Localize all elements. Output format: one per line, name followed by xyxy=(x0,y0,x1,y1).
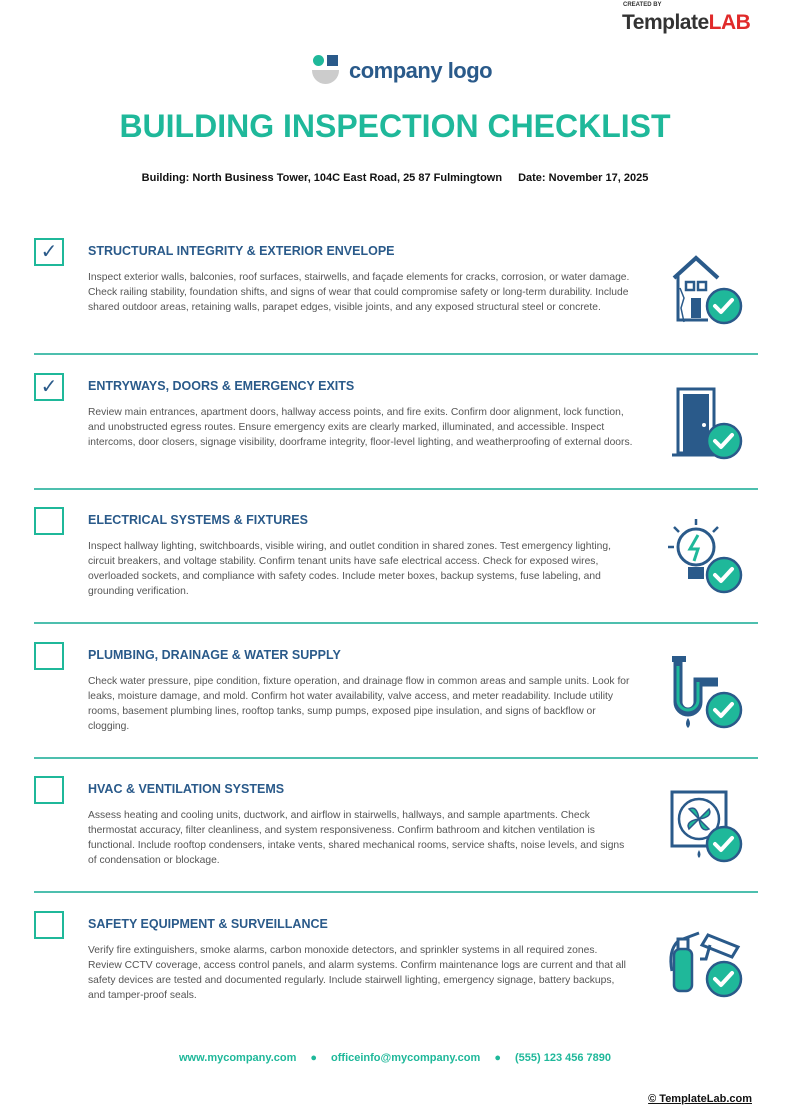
checklist-section xyxy=(34,373,758,488)
checklist-section xyxy=(34,776,758,891)
section-divider xyxy=(34,757,758,759)
meta-line xyxy=(0,172,790,184)
checkbox[interactable] xyxy=(34,642,64,670)
separator: ● xyxy=(310,1052,318,1064)
section-description: Inspect hallway lighting, switchboards, visible wiring, and outlet condition in shared zones. Test emergency lighting, circuit breakers, and voltage stability. Confirm tenant units have safe electrical access. Check for exposed wires, overloaded sockets, and compliance with safety codes. Include meter boxes, backup systems, fuse labeling, and grounding verification. xyxy=(88,541,611,597)
checklist-section xyxy=(34,642,758,757)
checkbox[interactable]: ✓ xyxy=(34,373,64,401)
checklist-section xyxy=(34,507,758,622)
section-title: PLUMBING, DRAINAGE & WATER SUPPLY xyxy=(88,648,341,662)
lightbulb-check-icon xyxy=(666,517,746,597)
checkbox[interactable] xyxy=(34,776,64,804)
checkbox[interactable] xyxy=(34,507,64,535)
checklist-section xyxy=(34,238,758,353)
logo-text: company logo xyxy=(349,58,493,83)
checklist-section xyxy=(34,911,758,1026)
fan-check-icon xyxy=(666,786,746,866)
section-description: Check water pressure, pipe condition, fixture operation, and drainage flow in common areas and sample units. Look for leaks, moisture damage, and mold. Confirm hot water availability, valve access, and meter readability. Include utility rooms, basement plumbing lines, rooftop tanks, sump pumps, exposed pipe insulation, and signs of backflow or clogging. xyxy=(88,676,630,732)
section-title: ENTRYWAYS, DOORS & EMERGENCY EXITS xyxy=(88,379,355,393)
section-title: STRUCTURAL INTEGRITY & EXTERIOR ENVELOPE xyxy=(88,244,395,258)
footer-website[interactable]: www.mycompany.com xyxy=(179,1052,297,1064)
door-check-icon xyxy=(666,383,746,463)
house-check-icon xyxy=(666,248,746,328)
section-title: ELECTRICAL SYSTEMS & FIXTURES xyxy=(88,513,308,527)
section-description: Assess heating and cooling units, ductwork, and airflow in stairwells, hallways, and sample apartments. Check thermostat accuracy, filter cleanliness, and system responsiveness. Confirm bathroom and kitchen ventilation is functional. Include rooftop condensers, intake vents, shared mechanical rooms, service shafts, noise levels, and signs of condensation or blockage. xyxy=(88,810,625,866)
section-divider xyxy=(34,488,758,490)
pipe-check-icon xyxy=(666,652,746,732)
date-info: Date: November 17, 2025 xyxy=(518,172,649,184)
footer-phone: (555) 123 456 7890 xyxy=(514,1052,611,1064)
section-divider xyxy=(34,353,758,355)
company-logo xyxy=(311,55,492,87)
templatelab-brand xyxy=(622,11,750,35)
brand-part1: Template xyxy=(622,11,709,34)
separator: ● xyxy=(494,1052,501,1064)
checkbox[interactable] xyxy=(34,911,64,939)
section-description: Review main entrances, apartment doors, hallway access points, and fire exits. Confirm door alignment, lock function, and unobstructed egress routes. Ensure emergency exits are clearly marked, illuminated, and accessible. Inspect intercoms, door closers, signage visibility, doorframe integrity, floor-level lighting, and weatherproofing of external doors. xyxy=(88,407,633,448)
logo-mark-icon xyxy=(311,55,341,87)
page-title: BUILDING INSPECTION CHECKLIST xyxy=(119,108,671,144)
section-divider xyxy=(34,891,758,893)
section-title: SAFETY EQUIPMENT & SURVEILLANCE xyxy=(88,917,328,931)
section-description: Inspect exterior walls, balconies, roof surfaces, stairwells, and façade elements for cracks, corrosion, or water damage. Check railing stability, foundation shifts, and signs of wear that could compromise safety or long-term durability. Include shared outdoor areas, retaining walls, parapet edges, visible joints, and any exposed structural steel or concrete. xyxy=(88,272,630,313)
building-info: Building: North Business Tower, 104C East Road, 25 87 Fulmingtown xyxy=(141,172,503,184)
footer-contacts xyxy=(0,1052,790,1064)
checkbox[interactable]: ✓ xyxy=(34,238,64,266)
section-divider xyxy=(34,622,758,624)
copyright-link[interactable]: © TemplateLab.com xyxy=(648,1093,752,1105)
section-title: HVAC & VENTILATION SYSTEMS xyxy=(88,782,285,796)
extinguisher-camera-check-icon xyxy=(666,921,746,1001)
section-description: Verify fire extinguishers, smoke alarms, carbon monoxide detectors, and sprinkler systems in all required zones. Review CCTV coverage, access control panels, and alarm systems. Confirm maintenance logs are current and that all safety devices are tested and documented regularly. Include stairwell lighting, emergency signage, battery backups, and tamper-proof seals. xyxy=(88,945,626,1001)
brand-part2: LAB xyxy=(708,11,751,34)
footer-email[interactable]: officeinfo@mycompany.com xyxy=(331,1052,481,1064)
created-by: CREATED BY xyxy=(623,2,662,8)
